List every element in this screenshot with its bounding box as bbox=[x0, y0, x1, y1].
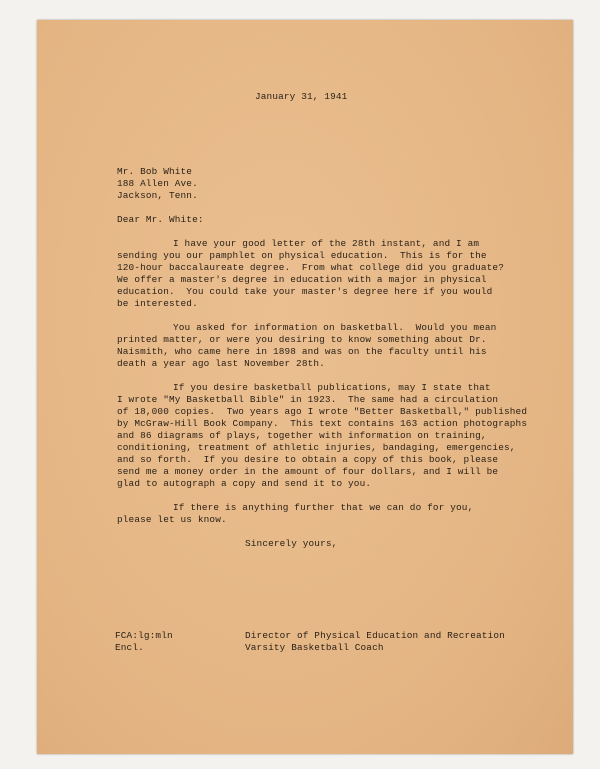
paragraph-3-line: send me a money order in the amount of four dollars, and I will be bbox=[117, 466, 499, 477]
paragraph-2-line: printed matter, or were you desiring to know something about Dr. bbox=[117, 334, 487, 345]
closing: Sincerely yours, bbox=[245, 538, 338, 549]
paragraph-1-line: education. You could take your master's degree here if you would bbox=[117, 286, 493, 297]
paragraph-4-line: please let us know. bbox=[117, 514, 227, 525]
paragraph-1-line: be interested. bbox=[117, 298, 198, 309]
paragraph-3-line: If you desire basketball publications, may I state that bbox=[173, 382, 491, 393]
enclosure-note: Encl. bbox=[115, 642, 144, 653]
paragraph-3-line: by McGraw-Hill Book Company. This text contains 163 action photographs bbox=[117, 418, 528, 429]
paragraph-2-line: death a year ago last November 28th. bbox=[117, 358, 325, 369]
letter-date: January 31, 1941 bbox=[255, 91, 348, 102]
reference-initials: FCA:lg:mln bbox=[115, 630, 173, 641]
paragraph-1-line: 120-hour baccalaureate degree. From what college did you graduate? bbox=[117, 262, 504, 273]
paragraph-1-line: I have your good letter of the 28th instant, and I am bbox=[173, 238, 480, 249]
paragraph-2-line: You asked for information on basketball. Would you mean bbox=[173, 322, 497, 333]
paragraph-3-line: I wrote "My Basketball Bible" in 1923. The same had a circulation bbox=[117, 394, 499, 405]
salutation: Dear Mr. White: bbox=[117, 214, 204, 225]
paragraph-3-line: of 18,000 copies. Two years ago I wrote "Better Basketball," published bbox=[117, 406, 528, 417]
paragraph-3-line: and 86 diagrams of plays, together with information on training, bbox=[117, 430, 487, 441]
recipient-city: Jackson, Tenn. bbox=[117, 190, 198, 201]
letter-page bbox=[37, 20, 573, 754]
paragraph-3-line: glad to autograph a copy and send it to you. bbox=[117, 478, 372, 489]
recipient-street: 188 Allen Ave. bbox=[117, 178, 198, 189]
signature-title-director: Director of Physical Education and Recreation bbox=[245, 630, 505, 641]
paragraph-1-line: We offer a master's degree in education with a major in physical bbox=[117, 274, 487, 285]
paragraph-3-line: conditioning, treatment of athletic injuries, bandaging, emergencies, bbox=[117, 442, 516, 453]
paragraph-4-line: If there is anything further that we can do for you, bbox=[173, 502, 474, 513]
paragraph-2-line: Naismith, who came here in 1898 and was on the faculty until his bbox=[117, 346, 487, 357]
paragraph-1-line: sending you our pamphlet on physical education. This is for the bbox=[117, 250, 487, 261]
paragraph-3-line: and so forth. If you desire to obtain a copy of this book, please bbox=[117, 454, 499, 465]
recipient-name: Mr. Bob White bbox=[117, 166, 193, 177]
signature-title-coach: Varsity Basketball Coach bbox=[245, 642, 384, 653]
